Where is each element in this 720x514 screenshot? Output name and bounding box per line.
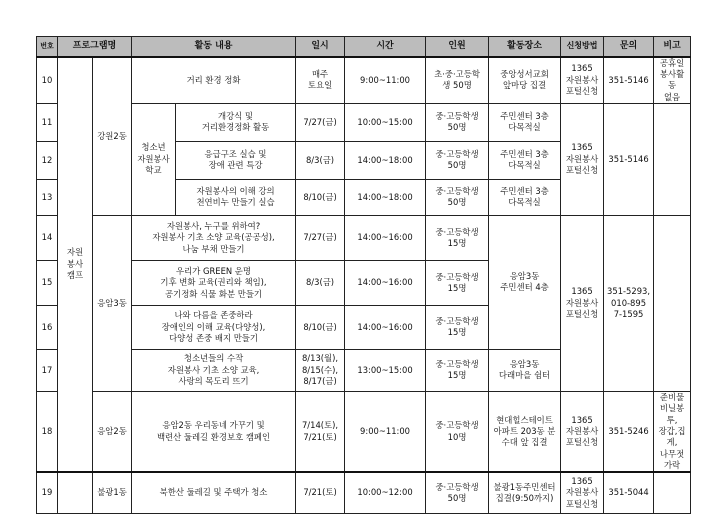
row-number: 19	[37, 472, 58, 513]
people-cell: 중·고등학생 15명	[426, 305, 489, 349]
contact-cell: 351-5246	[604, 391, 654, 472]
time-cell: 14:00~18:00	[345, 141, 426, 179]
place-cell: 불광1동주민센터 집결(9:50까지)	[489, 472, 561, 513]
apply-cell: 1365 자원봉사 포털신청	[561, 215, 604, 391]
people-cell: 중·고등학생 50명	[426, 103, 489, 141]
time-cell: 14:00~16:00	[345, 260, 426, 305]
table-row	[37, 103, 691, 141]
header-date: 일시	[296, 37, 345, 57]
row-number: 16	[37, 305, 58, 349]
place-cell: 중앙성서교회 앞마당 집결	[489, 57, 561, 104]
place-cell: 응암3동 주민센터 4층	[489, 215, 561, 349]
apply-cell: 1365 자원봉사 포털신청	[561, 472, 604, 513]
header-program: 프로그램명	[58, 37, 132, 57]
time-cell: 13:00~15:00	[345, 349, 426, 391]
row-number: 17	[37, 349, 58, 391]
header-note: 비고	[654, 37, 691, 57]
header-people: 인원	[426, 37, 489, 57]
activity-cell: 자원봉사, 누구를 위하여? 자원봉사 기초 소양 교육(공공성), 나눔 부채 만들기	[132, 215, 296, 260]
contact-cell: 351-5293, 010-895 7-1595	[604, 215, 654, 391]
note-cell	[654, 472, 691, 513]
time-cell: 14:00~16:00	[345, 215, 426, 260]
header-apply: 신청방법	[561, 37, 604, 57]
activity-cell: 거리 환경 정화	[132, 57, 296, 104]
people-cell: 초·중·고등학 생 50명	[426, 57, 489, 104]
date-cell: 7/27(금)	[296, 215, 345, 260]
apply-cell: 1365 자원봉사 포털신청	[561, 103, 604, 215]
activity-cell: 청소년들의 수작 자원봉사 기초 소양 교육, 사랑의 목도리 뜨기	[132, 349, 296, 391]
row-number: 14	[37, 215, 58, 260]
people-cell: 중·고등학생 50명	[426, 141, 489, 179]
group-gangbuk2: 강원2동	[93, 57, 132, 216]
row-number: 15	[37, 260, 58, 305]
place-cell: 주민센터 3층 다목적실	[489, 179, 561, 215]
note-cell	[654, 215, 691, 391]
time-cell: 9:00~11:00	[345, 57, 426, 104]
contact-cell: 351-5146	[604, 103, 654, 215]
time-cell: 10:00~12:00	[345, 472, 426, 513]
activity-cell: 나와 다름을 존중하라 장애인의 이해 교육(다양성), 다양성 존중 배지 만들기	[132, 305, 296, 349]
people-cell: 중·고등학생 10명	[426, 391, 489, 472]
activity-cell: 북한산 둘레길 및 주택가 청소	[132, 472, 296, 513]
people-cell: 중·고등학생 50명	[426, 472, 489, 513]
contact-cell: 351-5044	[604, 472, 654, 513]
time-cell: 9:00~11:00	[345, 391, 426, 472]
group-camp: 자원 봉사 캠프	[58, 57, 93, 473]
date-cell: 8/10(금)	[296, 305, 345, 349]
table-row	[37, 215, 691, 260]
people-cell: 중·고등학생 50명	[426, 179, 489, 215]
date-cell: 8/10(금)	[296, 179, 345, 215]
table-row	[37, 57, 691, 104]
date-cell: 매주 토요일	[296, 57, 345, 104]
activity-cell: 자원봉사의 이해 강의 천연비누 만들기 실습	[176, 179, 296, 215]
activity-cell: 우리가 GREEN 운명 기후 변화 교육(권리와 책임), 공기정화 식물 화분 만들기	[132, 260, 296, 305]
activity-cell: 개강식 및 거리환경정화 활동	[176, 103, 296, 141]
row-number: 11	[37, 103, 58, 141]
time-cell: 10:00~15:00	[345, 103, 426, 141]
note-cell	[654, 103, 691, 215]
activity-cell: 응암2동 우리동네 가꾸기 및 백련산 둘레길 환경보호 캠페인	[132, 391, 296, 472]
group-bulgwang1: 불광1동	[93, 472, 132, 513]
table-row	[37, 472, 691, 513]
date-cell: 8/3(금)	[296, 260, 345, 305]
time-cell: 14:00~18:00	[345, 179, 426, 215]
apply-cell: 1365 자원봉사 포털신청	[561, 391, 604, 472]
place-cell: 현대힐스테이트 아파트 203동 분 수대 앞 집결	[489, 391, 561, 472]
time-cell: 14:00~16:00	[345, 305, 426, 349]
place-cell: 응암3동 다래마을 쉼터	[489, 349, 561, 391]
date-cell: 7/27(금)	[296, 103, 345, 141]
activity-cell: 응급구조 실습 및 장애 관련 특강	[176, 141, 296, 179]
apply-cell: 1365 자원봉사 포털신청	[561, 57, 604, 104]
contact-cell: 351-5146	[604, 57, 654, 104]
row-number: 12	[37, 141, 58, 179]
header-place: 활동장소	[489, 37, 561, 57]
header-no: 번호	[37, 37, 58, 57]
group-eungam3: 응암3동	[93, 215, 132, 391]
row-number: 10	[37, 57, 58, 104]
group-youth-school: 청소년 자원봉사 학교	[132, 103, 176, 215]
date-cell: 7/21(토)	[296, 472, 345, 513]
group-empty	[58, 472, 93, 513]
header-row	[37, 37, 691, 57]
note-cell: 준비물 비닐봉투, 장갑,집게, 나무젓가락	[654, 391, 691, 472]
program-schedule-table	[36, 36, 691, 514]
date-cell: 8/13(월), 8/15(수), 8/17(금)	[296, 349, 345, 391]
table-row	[37, 391, 691, 472]
header-contact: 문의	[604, 37, 654, 57]
date-cell: 7/14(토), 7/21(토)	[296, 391, 345, 472]
row-number: 18	[37, 391, 58, 472]
note-cell: 공휴일 봉사활동 없음	[654, 57, 691, 104]
place-cell: 주민센터 3층 다목적실	[489, 103, 561, 141]
row-number: 13	[37, 179, 58, 215]
people-cell: 중·고등학생 15명	[426, 215, 489, 260]
place-cell: 주민센터 3층 다목적실	[489, 141, 561, 179]
group-eungam2: 응암2동	[93, 391, 132, 472]
date-cell: 8/3(금)	[296, 141, 345, 179]
header-time: 시간	[345, 37, 426, 57]
people-cell: 중·고등학생 15명	[426, 349, 489, 391]
header-activity: 활동 내용	[132, 37, 296, 57]
people-cell: 중·고등학생 15명	[426, 260, 489, 305]
